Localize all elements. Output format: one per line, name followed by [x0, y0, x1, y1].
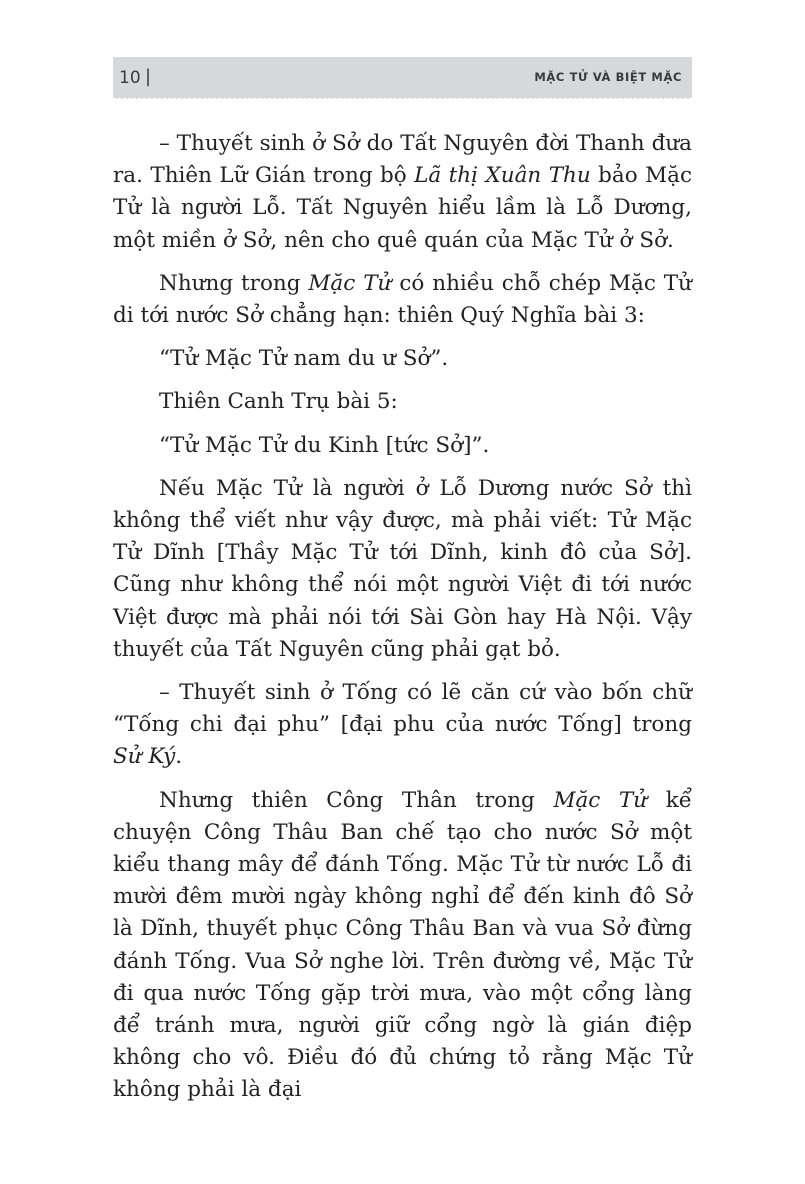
paragraph	[113, 128, 692, 257]
text-segment: – Thuyết sinh ở Sở do Tất Nguyên đời Thanh đưa ra. Thiên Lữ Gián trong bộ	[113, 131, 692, 189]
text-segment: Nhưng thiên Công Thân trong	[159, 787, 554, 813]
paragraph	[113, 268, 692, 332]
page-number: 10	[119, 68, 141, 88]
quotation	[113, 430, 692, 462]
book-title: Mặc Tử	[308, 270, 392, 296]
text-segment: – Thuyết sinh ở Tống có lẽ căn cứ vào bốn chữ “Tống chi đại phu” [đại phu của nước Tống] trong	[113, 680, 692, 738]
quotation	[113, 343, 692, 375]
running-header	[113, 57, 692, 99]
running-title: MẶC TỬ VÀ BIỆT MẶC	[534, 70, 682, 84]
text-segment: kể chuyện Công Thâu Ban chế tạo cho nước Sở một kiểu thang mây để đánh Tống. Mặc Tử từ nước Lỗ đi mười đêm mười ngày không nghỉ để đến kinh đô Sở là Dĩnh, thuyết phục Công Thâu Ban và vua Sở đừng đánh Tống. Vua Sở nghe lời. Trên đường về, Mặc Tử đi qua nước Tống gặp trời mưa, vào một cổng làng để tránh mưa, người giữ cổng ngờ là gián điệp không cho vô. Điều đó đủ chứng tỏ rằng Mặc Tử không phải là đại	[113, 787, 692, 1103]
text-segment: có nhiều chỗ chép Mặc Tử di tới nước Sở chẳng hạn: thiên Quý Nghĩa bài 3:	[113, 270, 692, 329]
text-segment: Nhưng trong	[159, 270, 309, 296]
body-text	[113, 128, 692, 1118]
book-title: Mặc Tử	[553, 787, 648, 813]
text-segment: “Tử Mặc Tử nam du ư Sở”.	[159, 346, 449, 372]
text-segment: Thiên Canh Trụ bài 5:	[159, 389, 398, 415]
paragraph	[113, 785, 692, 1107]
text-segment: Nếu Mặc Tử là người ở Lỗ Dương nước Sở thì không thể viết như vậy được, mà phải viết: Tử Mặc Tử Dĩnh [Thầy Mặc Tử tới Dĩnh, kinh đô của Sở]. Cũng như không thể nói một người Việt đi tới nước Việt được mà phải nói tới Sài Gòn hay Hà Nội. Vậy thuyết của Tất Nguyên cũng phải gạt bỏ.	[113, 475, 692, 662]
book-title: Sử Ký	[113, 744, 176, 770]
paragraph	[113, 473, 692, 666]
text-segment: “Tử Mặc Tử du Kinh [tức Sở]”.	[159, 432, 490, 458]
book-title: Lã thị Xuân Thu	[414, 163, 591, 189]
text-segment: .	[175, 744, 183, 770]
paragraph	[113, 677, 692, 774]
text-segment: bảo Mặc Tử là người Lỗ. Tất Nguyên hiểu lầm là Lỗ Dương, một miền ở Sở, nên cho quê quán của Mặc Tử ở Sở.	[113, 163, 692, 253]
header-separator: |	[145, 66, 152, 87]
paragraph	[113, 386, 692, 418]
